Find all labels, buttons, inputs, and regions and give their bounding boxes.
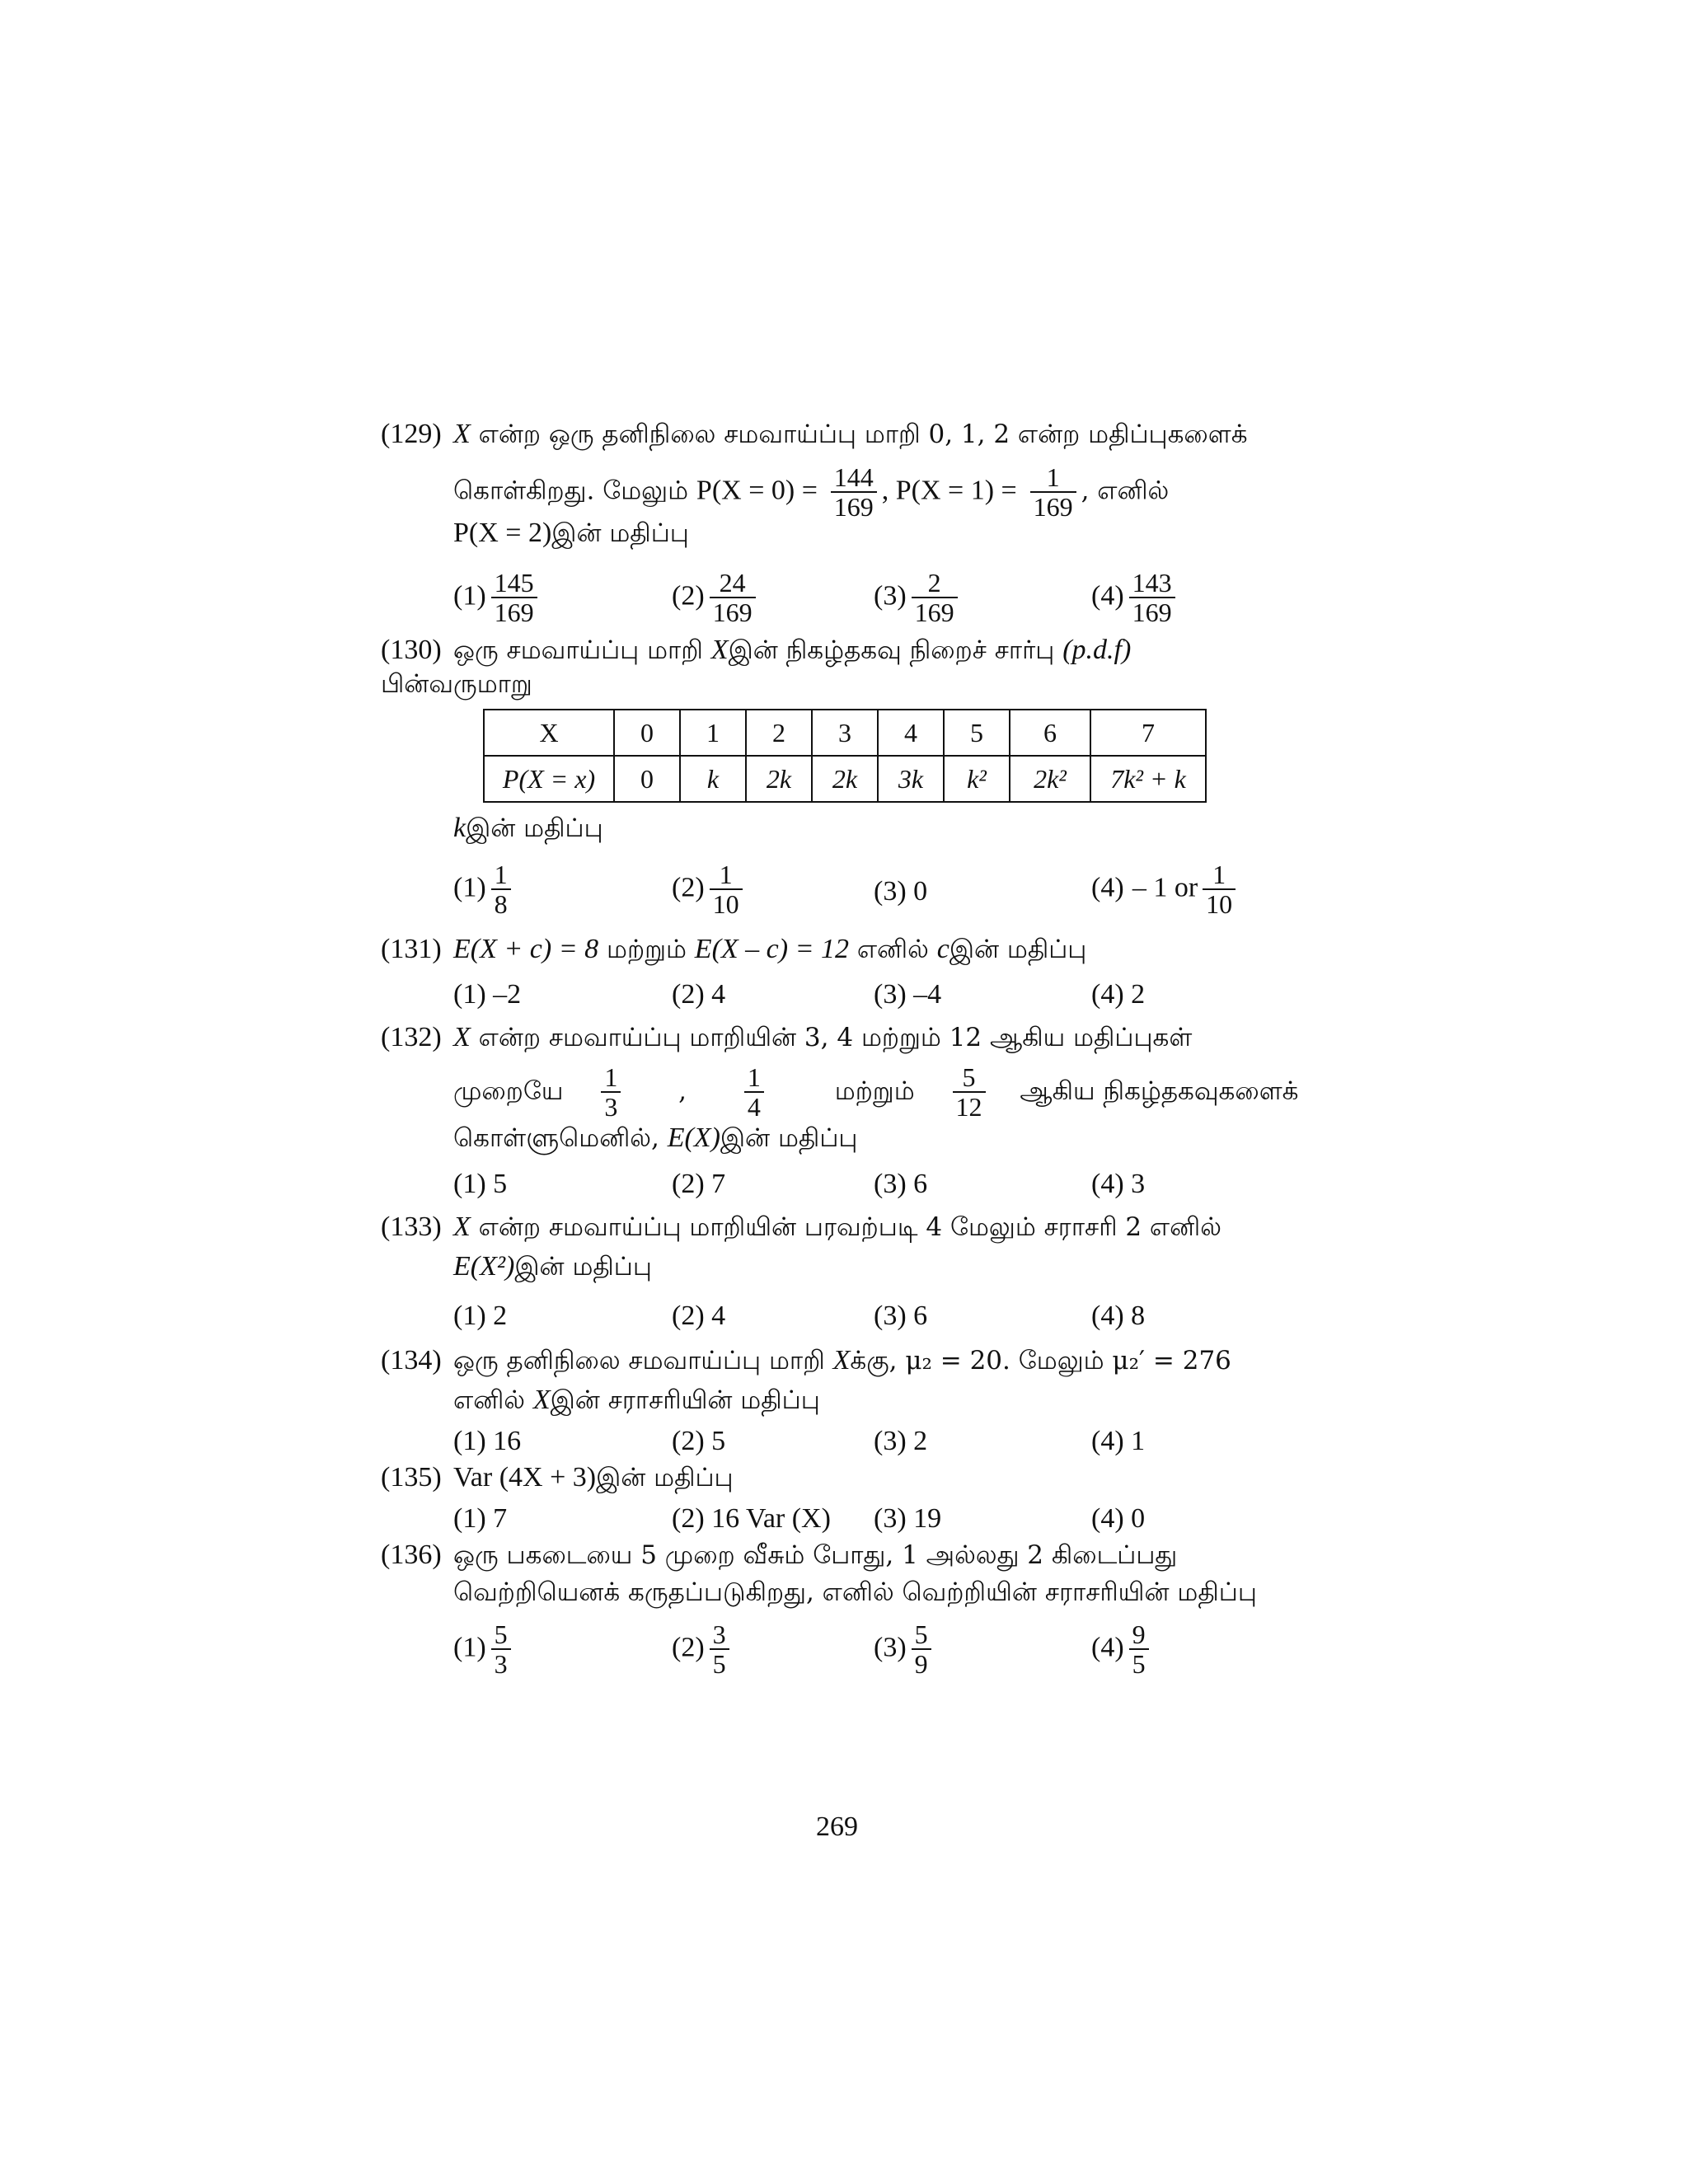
q133-number: (133) (381, 1212, 442, 1242)
table-cell: 7 (1090, 710, 1206, 756)
table-cell: P(X = x) (484, 756, 614, 802)
table-row (484, 710, 1206, 756)
option-fraction (710, 569, 756, 626)
option-label: (1) (453, 580, 486, 612)
table-cell: 7k² + k (1090, 756, 1206, 802)
table-cell: 1 (680, 710, 746, 756)
q134-var-x2: X (532, 1385, 551, 1415)
q131-number: (131) (381, 934, 442, 964)
option-fraction (710, 860, 743, 918)
q130-text1c: இன் நிகழ்தகவு நிறைச் சார்பு (728, 635, 1063, 665)
denominator: 169 (1132, 598, 1172, 627)
q131-expr2: E(X – c) = 12 (694, 934, 850, 964)
option-label: (3) (874, 876, 907, 907)
q129-number: (129) (381, 419, 442, 449)
denominator: 3 (494, 1649, 508, 1679)
numerator: 1 (744, 1063, 764, 1093)
q129-option-2[interactable] (672, 569, 761, 626)
q131-option-4[interactable]: (4) 2 (1091, 979, 1146, 1010)
q135-option-3[interactable]: (3) 19 (874, 1503, 942, 1534)
q132-ex: E(X) (667, 1122, 720, 1153)
q132-word3: ஆகிய நிகழ்தகவுகளைக் (1020, 1076, 1299, 1106)
option-fraction (491, 1620, 511, 1678)
denominator: 8 (494, 889, 508, 919)
table-cell: 5 (944, 710, 1010, 756)
denominator: 169 (833, 492, 874, 522)
q136-option-3[interactable] (874, 1620, 936, 1678)
q129-option-1[interactable] (453, 569, 542, 626)
q136-text2: வெற்றியெனக் கருதப்படுகிறது, எனில் வெற்றியின் சராசரியின் மதிப்பு (453, 1577, 1257, 1607)
q135-text1: இன் மதிப்பு (596, 1463, 734, 1493)
option-fraction (912, 569, 958, 626)
numerator: 1 (1030, 463, 1076, 493)
q129-text1: என்ற ஒரு தனிநிலை சமவாய்ப்பு மாறி 0, 1, 2 என்ற மதிப்புகளைக் (470, 419, 1248, 449)
q130-text1: ஒரு சமவாய்ப்பு மாறி (453, 635, 711, 665)
pdf-table (483, 709, 1207, 803)
q129-fraction-144-169 (831, 463, 877, 521)
q134-option-2[interactable]: (2) 5 (672, 1426, 726, 1456)
q129-line3 (453, 518, 689, 551)
q131-and: மற்றும் (598, 935, 695, 964)
table-cell: k (680, 756, 746, 802)
q132-var-x: X (453, 1022, 471, 1052)
q134-line1 (381, 1345, 1231, 1379)
q132-number: (132) (381, 1022, 442, 1052)
option-fraction (710, 1620, 729, 1678)
table-cell: 0 (614, 756, 680, 802)
q130-var-k: k (453, 813, 467, 843)
denominator: 169 (494, 598, 534, 627)
table-cell: 3k (878, 756, 944, 802)
q130-line3 (453, 813, 603, 846)
q129-text2: கொள்கிறது. மேலும் (453, 476, 696, 506)
q130-text2: பின்வருமாறு (381, 669, 532, 699)
q135-var: Var (4X + 3) (453, 1462, 597, 1493)
q130-option-3[interactable] (874, 876, 927, 907)
q129-fraction-1-169 (1030, 463, 1076, 521)
q132-comma: , (678, 1076, 687, 1106)
q132-line3 (453, 1122, 857, 1156)
q134-line2 (453, 1385, 820, 1418)
option-value: 0 (913, 876, 928, 907)
q132-fraction-5-12 (953, 1063, 986, 1121)
numerator: 143 (1129, 569, 1175, 598)
q134-number: (134) (381, 1345, 442, 1376)
q130-text3: இன் மதிப்பு (466, 813, 603, 843)
q134-text1c: க்கு, μ₂ = 20. மேலும் μ₂′ = 276 (850, 1346, 1231, 1376)
option-label: (2) (672, 1632, 705, 1663)
q132-line1 (381, 1022, 1192, 1056)
numerator: 1 (601, 1063, 621, 1093)
q130-number: (130) (381, 635, 442, 665)
denominator: 3 (604, 1092, 618, 1122)
numerator: 24 (710, 569, 756, 598)
q136-number: (136) (381, 1540, 442, 1570)
q136-line1 (381, 1540, 1177, 1573)
denominator: 10 (712, 889, 739, 919)
q133-option-1[interactable]: (1) 2 (453, 1301, 508, 1331)
denominator: 169 (712, 598, 753, 627)
option-fraction (912, 1620, 931, 1678)
table-cell: 2k (746, 756, 812, 802)
option-label: (2) (672, 872, 705, 903)
denominator: 5 (1132, 1649, 1146, 1679)
option-fraction (1129, 569, 1175, 626)
denominator: 4 (747, 1092, 761, 1122)
denominator: 5 (712, 1649, 726, 1679)
q133-line2 (453, 1251, 652, 1285)
option-fraction (1129, 1620, 1149, 1678)
q133-option-3[interactable]: (3) 6 (874, 1301, 928, 1331)
numerator: 1 (710, 860, 743, 890)
denominator: 169 (1033, 492, 1073, 522)
q132-word1: முறையே (453, 1076, 564, 1106)
numerator: 1 (491, 860, 511, 890)
q129-text3: இன் மதிப்பு (551, 518, 689, 548)
q129-tail: , எனில் (1081, 476, 1170, 506)
denominator: 9 (914, 1649, 928, 1679)
q130-var-x: X (710, 635, 729, 665)
q133-var-x: X (453, 1212, 471, 1242)
q133-ex2: E(X²) (453, 1251, 515, 1282)
q136-option-2[interactable] (672, 1620, 734, 1678)
q132-option-1[interactable]: (1) 5 (453, 1169, 508, 1199)
page-number: 269 (816, 1811, 858, 1842)
q132-text3c: இன் மதிப்பு (720, 1123, 858, 1153)
denominator: 12 (955, 1092, 982, 1122)
option-prefix: – 1 or (1132, 872, 1198, 903)
q131-expr1: E(X + c) = 8 (453, 934, 599, 964)
q129-option-4[interactable] (1091, 569, 1180, 626)
q136-line2 (453, 1577, 1257, 1610)
q131-line1 (381, 934, 1086, 968)
q136-option-4[interactable] (1091, 1620, 1154, 1678)
numerator: 3 (710, 1620, 729, 1650)
q131-var-c: c (936, 934, 950, 964)
q129-p1: , P(X = 1) = (881, 475, 1017, 506)
denominator: 169 (914, 598, 954, 627)
q132-option-4[interactable]: (4) 3 (1091, 1169, 1146, 1199)
q133-text1: என்ற சமவாய்ப்பு மாறியின் பரவற்படி 4 மேலும் சராசரி 2 எனில் (470, 1212, 1221, 1242)
q131-option-3[interactable]: (3) –4 (874, 979, 942, 1010)
q130-option-4[interactable] (1091, 860, 1240, 918)
q135-option-4[interactable]: (4) 0 (1091, 1503, 1146, 1534)
denominator: 10 (1206, 889, 1233, 919)
table-cell: k² (944, 756, 1010, 802)
option-label: (1) (453, 872, 486, 903)
table-cell: 4 (878, 710, 944, 756)
q133-line1 (381, 1212, 1221, 1245)
q129-p0: P(X = 0) = (696, 475, 818, 506)
q131-tail2: இன் மதிப்பு (949, 935, 1087, 964)
q132-text1: என்ற சமவாய்ப்பு மாறியின் 3, 4 மற்றும் 12 ஆகிய மதிப்புகள் (470, 1023, 1193, 1052)
table-cell: 3 (812, 710, 878, 756)
q132-fraction-1-4 (744, 1063, 764, 1121)
q129-p2: P(X = 2) (453, 518, 552, 548)
q130-option-2[interactable] (672, 860, 748, 918)
table-cell: 0 (614, 710, 680, 756)
numerator: 9 (1129, 1620, 1149, 1650)
q132-option-2[interactable]: (2) 7 (672, 1169, 726, 1199)
q129-option-3[interactable] (874, 569, 963, 626)
q132-line2 (453, 1063, 1299, 1121)
option-fraction (1203, 860, 1236, 918)
q132-fraction-1-3 (601, 1063, 621, 1121)
q130-option-1[interactable] (453, 860, 516, 918)
option-label: (4) (1091, 580, 1124, 612)
q131-option-2[interactable]: (2) 4 (672, 979, 726, 1010)
table-cell: 6 (1010, 710, 1090, 756)
q132-text3: கொள்ளுமெனில், (453, 1123, 668, 1153)
q134-option-1[interactable]: (1) 16 (453, 1426, 522, 1456)
option-fraction (491, 569, 537, 626)
numerator: 2 (912, 569, 958, 598)
table-cell: X (484, 710, 614, 756)
option-label: (4) (1091, 872, 1124, 903)
q135-option-2[interactable]: (2) 16 Var (X) (672, 1503, 831, 1534)
q130-pdf: (p.d.f) (1062, 635, 1132, 665)
q130-line2 (381, 669, 532, 702)
option-label: (4) (1091, 1632, 1124, 1663)
q134-option-4[interactable]: (4) 1 (1091, 1426, 1146, 1456)
numerator: 144 (831, 463, 877, 493)
q132-word2: மற்றும் (834, 1076, 915, 1106)
option-label: (1) (453, 1632, 486, 1663)
option-label: (2) (672, 580, 705, 612)
q129-line1 (381, 419, 1248, 452)
q129-var-x: X (453, 419, 471, 449)
q135-line1 (381, 1462, 734, 1496)
q136-option-1[interactable] (453, 1620, 516, 1678)
q135-number: (135) (381, 1462, 442, 1493)
q132-option-3[interactable]: (3) 6 (874, 1169, 928, 1199)
q133-text2: இன் மதிப்பு (514, 1252, 652, 1282)
option-label: (3) (874, 1632, 907, 1663)
numerator: 5 (491, 1620, 511, 1650)
q129-line2 (453, 463, 1169, 521)
table-cell: 2k (812, 756, 878, 802)
q133-option-4[interactable]: (4) 8 (1091, 1301, 1146, 1331)
q131-tail1: எனில் (849, 935, 937, 964)
q135-option-1[interactable]: (1) 7 (453, 1503, 508, 1534)
q134-text1: ஒரு தனிநிலை சமவாய்ப்பு மாறி (453, 1346, 833, 1376)
q134-var-x: X (832, 1345, 851, 1376)
numerator: 1 (1203, 860, 1236, 890)
q133-option-2[interactable]: (2) 4 (672, 1301, 726, 1331)
q134-option-3[interactable]: (3) 2 (874, 1426, 928, 1456)
table-cell: 2k² (1010, 756, 1090, 802)
option-fraction (491, 860, 511, 918)
q134-text2c: இன் சராசரியின் மதிப்பு (550, 1385, 820, 1415)
q136-text1: ஒரு பகடையை 5 முறை வீசும் போது, 1 அல்லது 2 கிடைப்பது (453, 1540, 1178, 1570)
q131-option-1[interactable]: (1) –2 (453, 979, 522, 1010)
option-label: (3) (874, 580, 907, 612)
table-row (484, 756, 1206, 802)
numerator: 5 (953, 1063, 986, 1093)
q134-text2: எனில் (453, 1385, 533, 1415)
table-cell: 2 (746, 710, 812, 756)
numerator: 145 (491, 569, 537, 598)
q130-line1 (381, 635, 1131, 668)
numerator: 5 (912, 1620, 931, 1650)
